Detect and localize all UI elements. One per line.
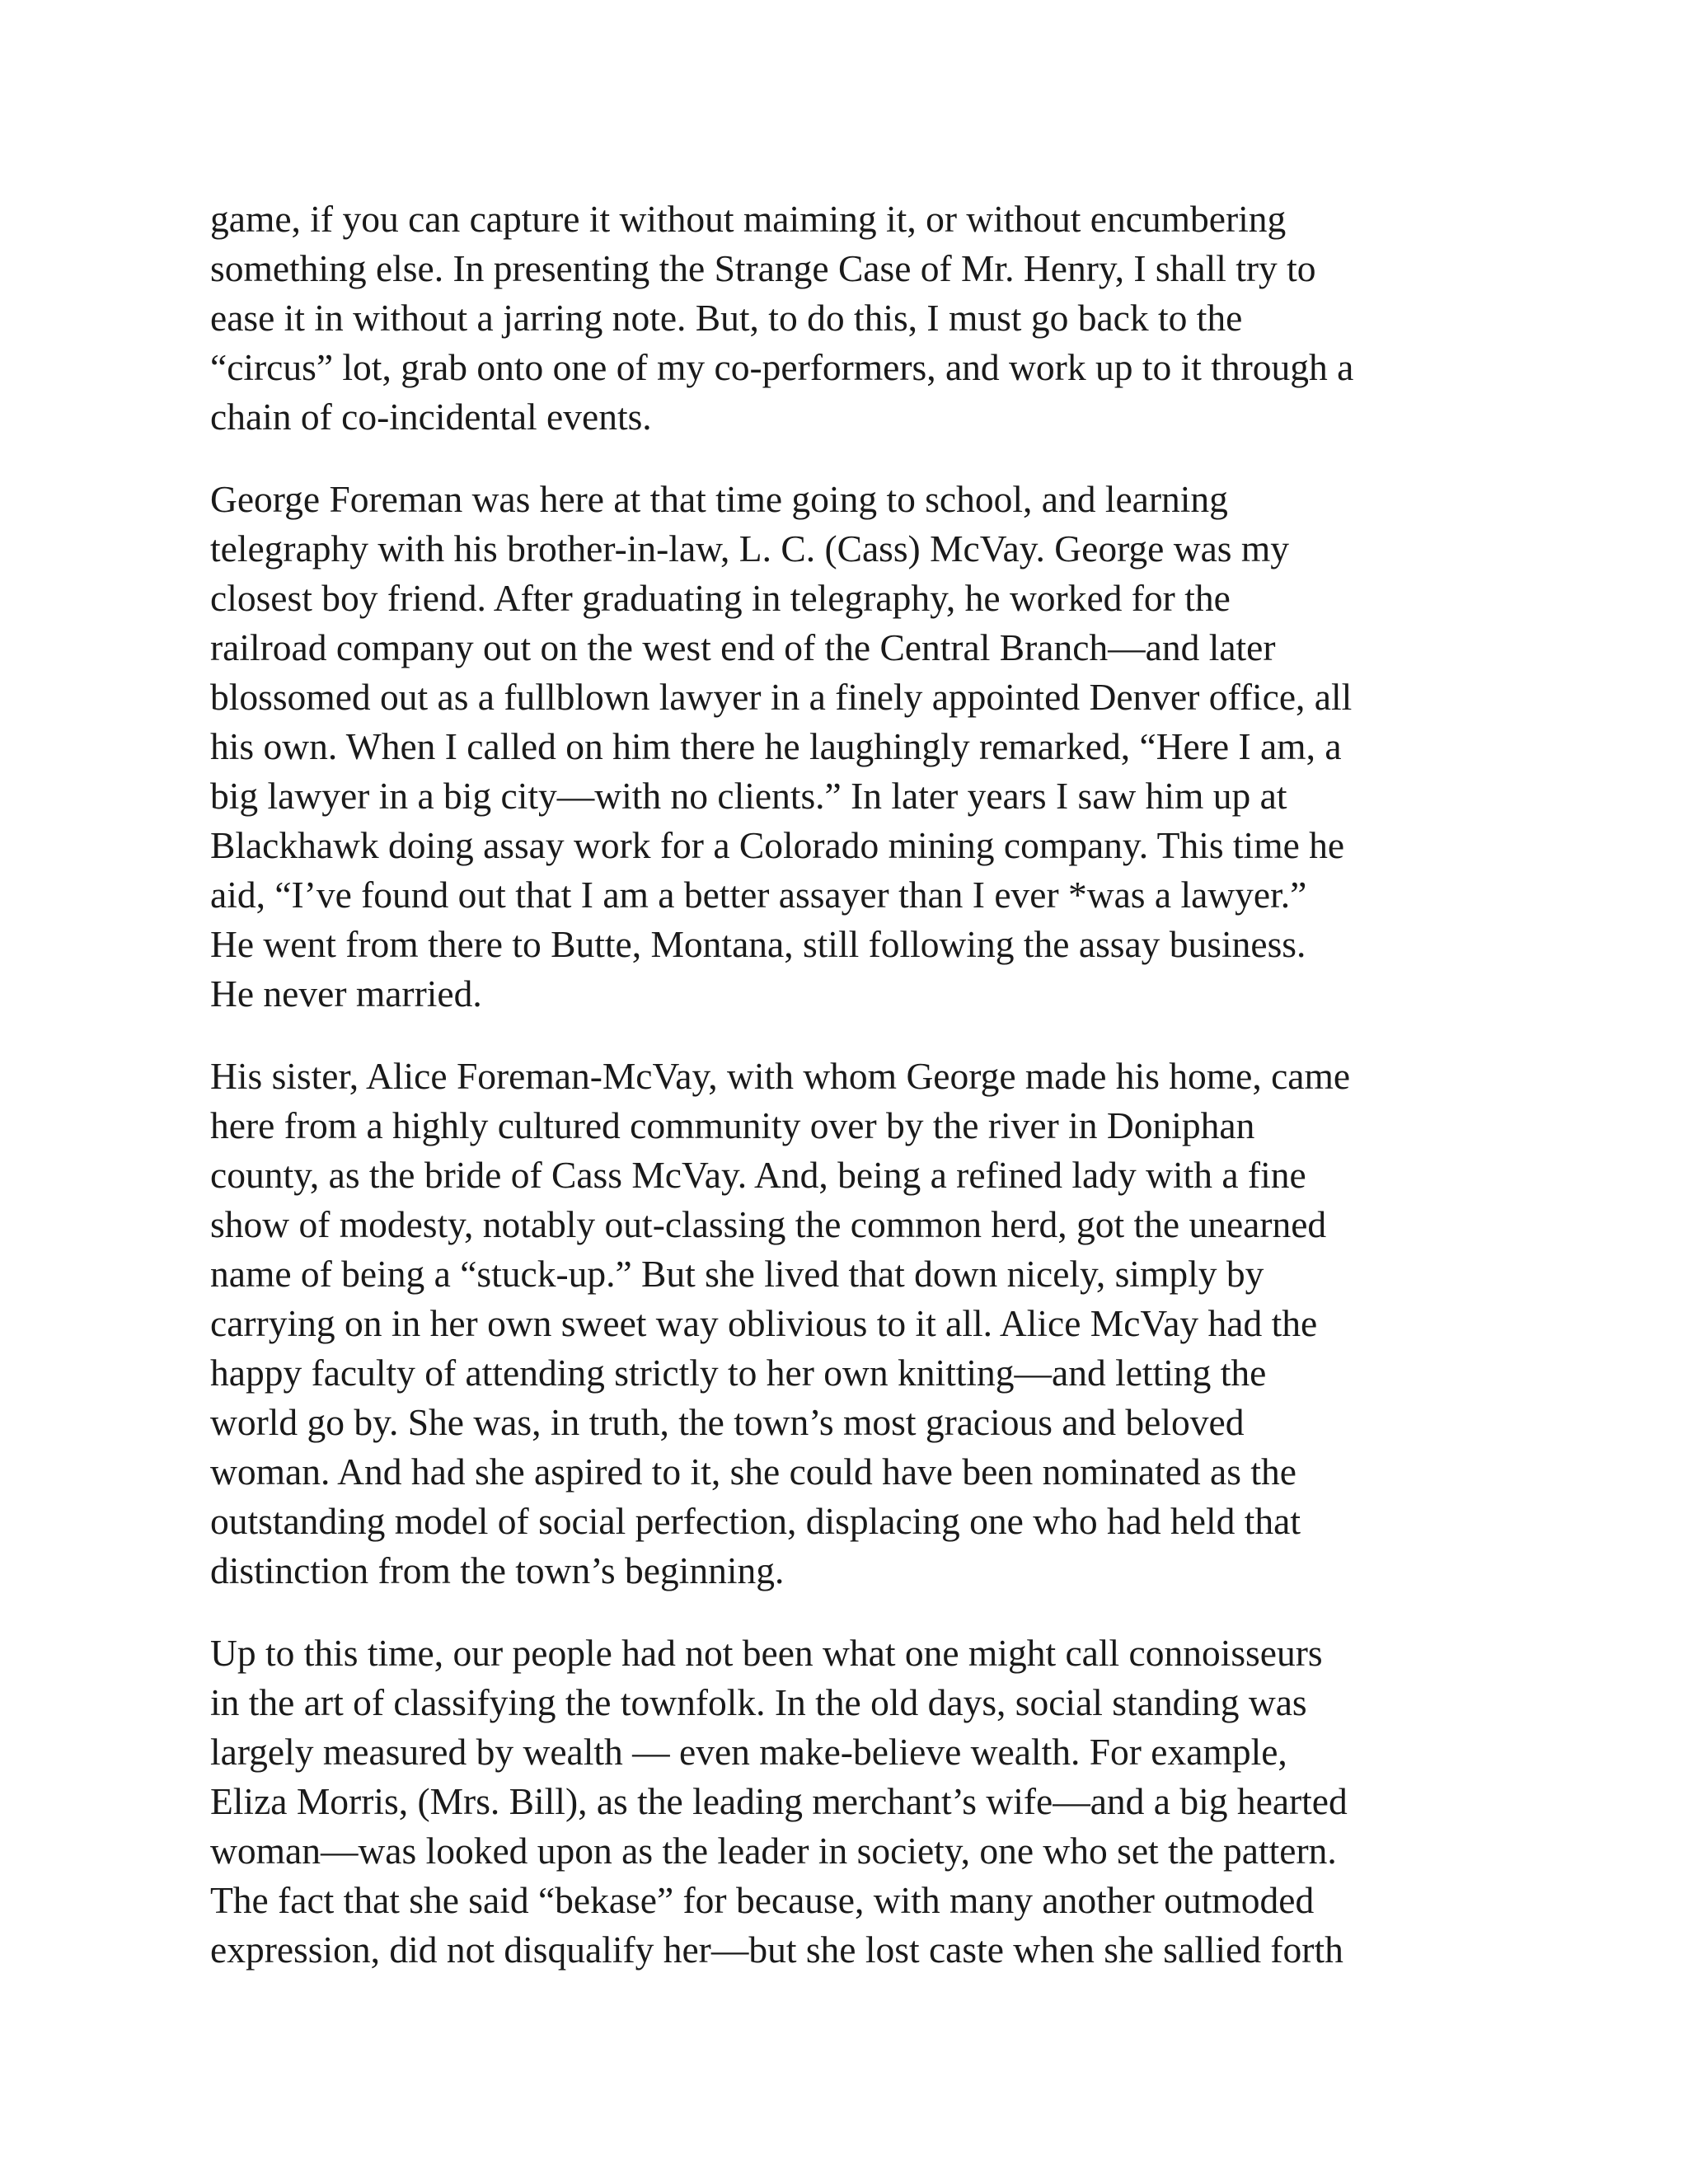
text-line: George Foreman was here at that time going to school, and learning — [210, 478, 1228, 520]
text-line: ease it in without a jarring note. But, to do this, I must go back to the — [210, 297, 1243, 339]
text-line: woman—was looked upon as the leader in society, one who set the pattern. — [210, 1830, 1337, 1872]
text-line: Up to this time, our people had not been what one might call connoisseurs — [210, 1632, 1323, 1674]
text-line: Eliza Morris, (Mrs. Bill), as the leading merchant’s wife—and a big hearted — [210, 1780, 1348, 1822]
text-line: aid, “I’ve found out that I am a better assayer than I ever *was a lawyer.” — [210, 874, 1307, 916]
text-line: railroad company out on the west end of the Central Branch—and later — [210, 626, 1276, 668]
text-line: here from a highly cultured community over by the river in Doniphan — [210, 1104, 1255, 1146]
text-line: expression, did not disqualify her—but she lost caste when she sallied forth — [210, 1929, 1343, 1971]
text-line: largely measured by wealth — even make-believe wealth. For example, — [210, 1731, 1287, 1773]
text-line: big lawyer in a big city—with no clients.” In later years I saw him up at — [210, 775, 1287, 817]
paragraph-4 — [210, 1629, 1479, 1975]
text-line: world go by. She was, in truth, the town’s most gracious and beloved — [210, 1401, 1245, 1443]
text-line: distinction from the town’s beginning. — [210, 1549, 785, 1591]
text-line: He never married. — [210, 972, 482, 1015]
text-line: closest boy friend. After graduating in telegraphy, he worked for the — [210, 577, 1231, 619]
text-line: carrying on in her own sweet way oblivious to it all. Alice McVay had the — [210, 1302, 1318, 1344]
text-line: something else. In presenting the Strange Case of Mr. Henry, I shall try to — [210, 247, 1316, 289]
text-line: county, as the bride of Cass McVay. And, being a refined lady with a fine — [210, 1154, 1306, 1196]
text-line: His sister, Alice Foreman-McVay, with whom George made his home, came — [210, 1055, 1351, 1097]
text-line: He went from there to Butte, Montana, still following the assay business. — [210, 923, 1306, 965]
text-line: outstanding model of social perfection, displacing one who had held that — [210, 1500, 1301, 1542]
text-line: in the art of classifying the townfolk. In the old days, social standing was — [210, 1681, 1307, 1723]
paragraph-3 — [210, 1052, 1479, 1596]
paragraph-1 — [210, 194, 1479, 442]
text-line: happy faculty of attending strictly to her own knitting—and letting the — [210, 1352, 1267, 1394]
text-line: game, if you can capture it without maiming it, or without encumbering — [210, 198, 1287, 240]
text-line: his own. When I called on him there he laughingly remarked, “Here I am, a — [210, 725, 1342, 767]
text-line: “circus” lot, grab onto one of my co-performers, and work up to it through a — [210, 346, 1354, 388]
text-line: show of modesty, notably out-classing the common herd, got the unearned — [210, 1203, 1327, 1245]
document-page — [210, 194, 1479, 2008]
text-line: Blackhawk doing assay work for a Colorado mining company. This time he — [210, 824, 1345, 866]
text-line: The fact that she said “bekase” for because, with many another outmoded — [210, 1879, 1315, 1921]
paragraph-2 — [210, 475, 1479, 1019]
text-line: chain of co-incidental events. — [210, 396, 652, 438]
text-line: telegraphy with his brother-in-law, L. C. (Cass) McVay. George was my — [210, 527, 1290, 569]
text-line: name of being a “stuck-up.” But she lived that down nicely, simply by — [210, 1253, 1264, 1295]
text-line: blossomed out as a fullblown lawyer in a finely appointed Denver office, all — [210, 676, 1353, 718]
text-line: woman. And had she aspired to it, she could have been nominated as the — [210, 1451, 1296, 1493]
